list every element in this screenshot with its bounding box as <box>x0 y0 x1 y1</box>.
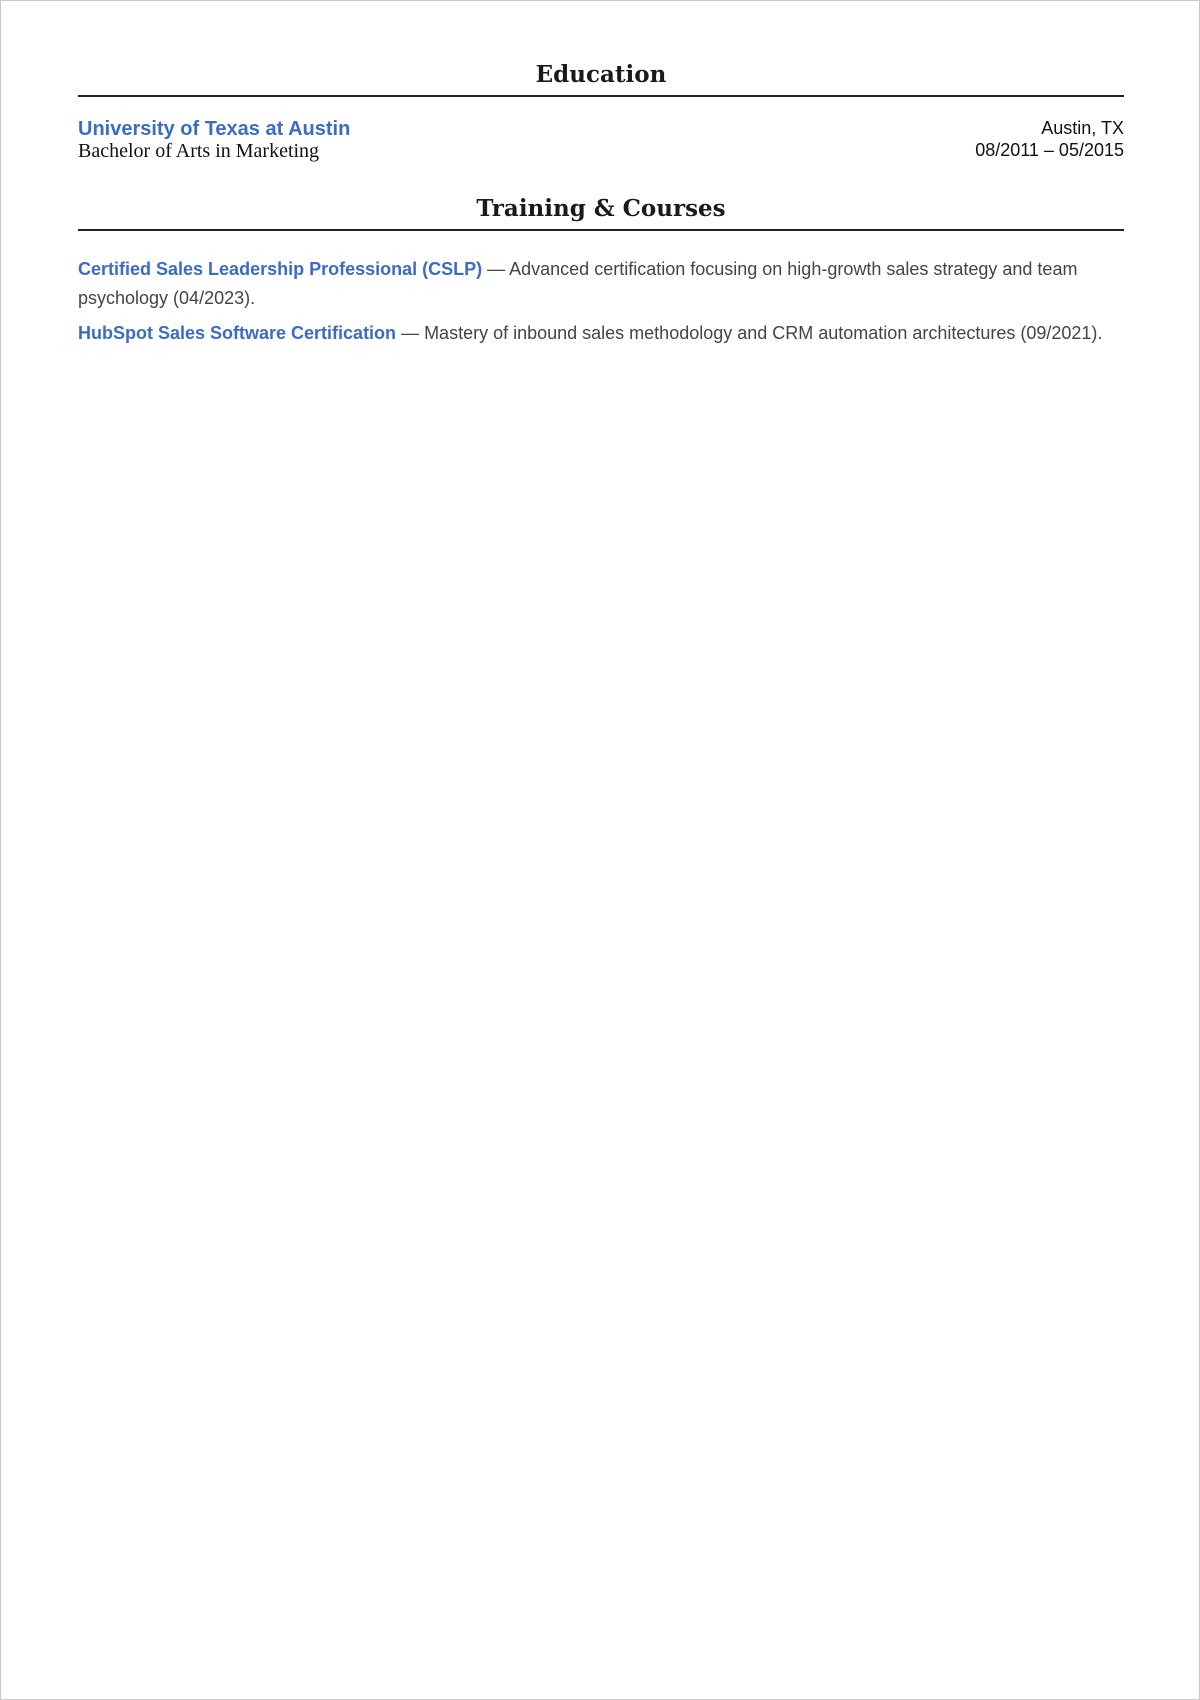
training-heading: Training & Courses <box>78 191 1124 231</box>
education-heading: Education <box>78 57 1124 97</box>
course-list <box>78 255 1124 348</box>
course-description: — Mastery of inbound sales methodology and CRM automation architectures (09/2021). <box>396 323 1103 343</box>
school-name: University of Texas at Austin <box>78 118 351 140</box>
school-location: Austin, TX <box>1041 118 1124 138</box>
course-item <box>78 319 1124 348</box>
course-item <box>78 255 1124 313</box>
education-dates: 08/2011 – 05/2015 <box>975 140 1124 160</box>
education-entry-right <box>975 117 1124 161</box>
course-description: — Advanced certification focusing on high-growth sales strategy and team psychology (04/2023). <box>78 259 1078 308</box>
education-entry <box>78 117 1124 161</box>
course-name: HubSpot Sales Software Certification <box>78 323 397 343</box>
resume-content <box>78 57 1124 354</box>
education-entry-left <box>78 117 350 161</box>
degree-name: Bachelor of Arts in Marketing <box>78 140 320 162</box>
training-section <box>78 191 1124 348</box>
education-section <box>78 57 1124 161</box>
course-name: Certified Sales Leadership Professional (CSLP) <box>78 259 483 279</box>
